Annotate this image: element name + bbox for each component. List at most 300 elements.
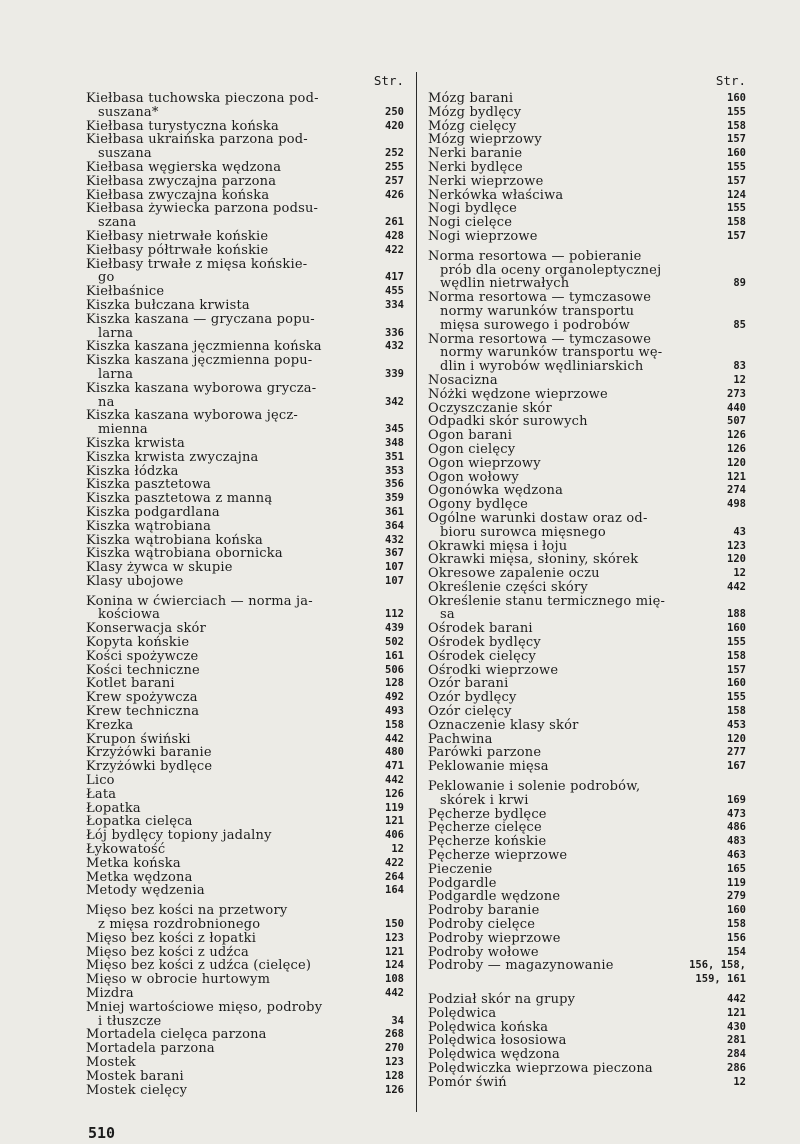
entry-term-line: normy warunków transportu bbox=[440, 303, 635, 319]
entry-term bbox=[86, 595, 352, 623]
entry-page-ref: 361 bbox=[385, 505, 404, 518]
entry-term-line: Konserwacja skór bbox=[86, 621, 207, 637]
index-column-right bbox=[428, 74, 746, 1090]
index-entry bbox=[428, 291, 746, 332]
entry-term-line: prób dla oceny organoleptycznej bbox=[440, 262, 662, 278]
entry-term-line: Kiełbasa ukraińska parzona pod- bbox=[86, 132, 308, 148]
index-entry bbox=[428, 1007, 746, 1021]
index-entry bbox=[86, 451, 404, 465]
entry-term bbox=[428, 835, 694, 849]
entry-term-line: Krupon świński bbox=[86, 731, 191, 747]
index-entry bbox=[86, 857, 404, 871]
entry-term bbox=[86, 437, 352, 451]
entry-term-line: kościowa bbox=[98, 607, 161, 623]
entry-page-ref: 119 bbox=[727, 876, 746, 889]
entry-term bbox=[428, 388, 694, 402]
entry-page-ref: 121 bbox=[727, 1006, 746, 1019]
entry-term-line: Kości techniczne bbox=[86, 662, 200, 678]
entry-term-line: Ozór bydlęcy bbox=[428, 690, 517, 706]
entry-term bbox=[428, 175, 694, 189]
entry-term-line: Krew spożywcza bbox=[86, 690, 198, 706]
entry-term-line: Pęcherze wieprzowe bbox=[428, 848, 568, 864]
entry-page-ref: 502 bbox=[385, 636, 404, 649]
index-entry bbox=[428, 216, 746, 230]
entry-page-ref: 336 bbox=[385, 326, 404, 339]
entry-term-line: Krezka bbox=[86, 717, 134, 733]
entry-term-line: Pęcherze bydlęce bbox=[428, 806, 547, 822]
entry-page-ref: 160 bbox=[727, 677, 746, 690]
entry-page-ref: 480 bbox=[385, 746, 404, 759]
entry-term-line: larna bbox=[98, 325, 134, 341]
entry-term-line: Nerki baranie bbox=[428, 146, 523, 162]
entry-term-line: Norma resortowa — tymczasowe bbox=[428, 331, 652, 347]
entry-page-ref: 339 bbox=[385, 367, 404, 380]
entry-term-line: Ozór cielęcy bbox=[428, 704, 512, 720]
entry-term bbox=[86, 719, 352, 733]
index-entry bbox=[428, 133, 746, 147]
entry-page-ref: 356 bbox=[385, 478, 404, 491]
index-entry bbox=[86, 465, 404, 479]
index-entry bbox=[86, 133, 404, 161]
entry-page-ref: 277 bbox=[727, 746, 746, 759]
entry-term-line: Parówki parzone bbox=[428, 745, 542, 761]
entry-page-ref: 126 bbox=[385, 1083, 404, 1096]
entry-term-line: larna bbox=[98, 366, 134, 382]
entry-page-ref: 123 bbox=[727, 539, 746, 552]
entry-term-line: Ośrodek cielęcy bbox=[428, 648, 537, 664]
entry-term-line: Klasy żywca w skupie bbox=[86, 560, 233, 576]
entry-term bbox=[86, 547, 352, 561]
entry-term bbox=[428, 691, 694, 705]
index-entry bbox=[86, 1001, 404, 1029]
entry-term-line: Mięso bez kości z łopatki bbox=[86, 930, 257, 946]
entry-page-ref: 156, 158, bbox=[689, 959, 746, 972]
entry-term-line: Nogi bydlęce bbox=[428, 201, 518, 217]
entry-page-ref: 279 bbox=[727, 890, 746, 903]
index-entry bbox=[86, 189, 404, 203]
entry-page-ref: 359 bbox=[385, 492, 404, 505]
entry-page-ref: 432 bbox=[385, 340, 404, 353]
entry-page-ref: 164 bbox=[385, 884, 404, 897]
index-entry bbox=[86, 340, 404, 354]
entry-term bbox=[86, 492, 352, 506]
entry-term-line: dlin i wyrobów wędliniarskich bbox=[440, 359, 644, 375]
index-entry bbox=[86, 409, 404, 437]
entry-page-ref: 12 bbox=[733, 373, 746, 386]
entry-term-line: Pomór świń bbox=[428, 1074, 507, 1090]
index-entry bbox=[428, 1062, 746, 1076]
index-entry bbox=[428, 780, 746, 808]
entry-term-line: Ogon wołowy bbox=[428, 469, 519, 485]
entry-term bbox=[86, 987, 352, 1001]
entry-term-line: Łopatka bbox=[86, 800, 141, 816]
entry-term-line: Konina w ćwierciach — norma ja- bbox=[86, 593, 313, 609]
entry-term-line: Kiełbaśnice bbox=[86, 284, 165, 300]
entry-term-line: Kiszka kaszana wyborowa jęcz- bbox=[86, 408, 299, 424]
index-entry bbox=[428, 595, 746, 623]
entry-page-ref: 270 bbox=[385, 1042, 404, 1055]
entry-page-ref: 83 bbox=[733, 360, 746, 373]
entry-term-line: Nerki bydlęce bbox=[428, 159, 523, 175]
entry-term bbox=[86, 1042, 352, 1056]
index-entry bbox=[86, 230, 404, 244]
entry-term-line: Odpadki skór surowych bbox=[428, 414, 588, 430]
entry-page-ref: 250 bbox=[385, 105, 404, 118]
entry-page-ref: 506 bbox=[385, 663, 404, 676]
entry-term bbox=[428, 443, 694, 457]
entry-page-ref: 284 bbox=[727, 1048, 746, 1061]
index-entry bbox=[86, 506, 404, 520]
entry-page-ref: 351 bbox=[385, 450, 404, 463]
entry-term-line: Ośrodek barani bbox=[428, 621, 533, 637]
entry-term bbox=[428, 677, 694, 691]
entry-term bbox=[86, 829, 352, 843]
entry-term-line: Kiełbasy trwałe z mięsa końskie- bbox=[86, 256, 308, 272]
entry-term bbox=[428, 402, 694, 416]
entry-page-ref: 124 bbox=[727, 188, 746, 201]
index-entry bbox=[428, 622, 746, 636]
index-entry bbox=[86, 973, 404, 987]
entry-term bbox=[86, 746, 352, 760]
entry-term-line: Krzyżówki baranie bbox=[86, 745, 212, 761]
index-entry bbox=[428, 175, 746, 189]
entry-page-ref: 157 bbox=[727, 663, 746, 676]
entry-term-line: Pęcherze końskie bbox=[428, 834, 547, 850]
index-entry bbox=[428, 202, 746, 216]
index-entry bbox=[428, 581, 746, 595]
entry-term-line: Mizdra bbox=[86, 986, 134, 1001]
entry-term bbox=[428, 1034, 694, 1048]
entry-page-ref: 157 bbox=[727, 133, 746, 146]
entry-term bbox=[86, 534, 352, 548]
entry-page-ref: 353 bbox=[385, 464, 404, 477]
entry-page-ref: 120 bbox=[727, 732, 746, 745]
index-entry bbox=[86, 244, 404, 258]
entry-page-ref: 156 bbox=[727, 931, 746, 944]
entry-page-ref: 422 bbox=[385, 856, 404, 869]
entry-term-line: Kiszka wątrobiana końska bbox=[86, 532, 263, 548]
index-entry bbox=[428, 877, 746, 891]
entry-term-line: Krew techniczna bbox=[86, 704, 200, 720]
entry-page-ref: 121 bbox=[727, 470, 746, 483]
index-entry bbox=[428, 849, 746, 863]
index-entry bbox=[86, 547, 404, 561]
entry-term-line: i tłuszcze bbox=[98, 1013, 162, 1029]
entry-term-line: Kiełbasy nietrwałe końskie bbox=[86, 228, 269, 244]
entry-term bbox=[428, 512, 694, 540]
entry-page-ref: 507 bbox=[727, 415, 746, 428]
entry-term bbox=[86, 636, 352, 650]
index-entry bbox=[428, 863, 746, 877]
entry-page-ref: 108 bbox=[385, 973, 404, 986]
index-entry bbox=[428, 457, 746, 471]
entry-page-ref: 486 bbox=[727, 821, 746, 834]
column-divider bbox=[416, 72, 417, 1112]
index-entry bbox=[86, 691, 404, 705]
index-entry bbox=[428, 1076, 746, 1090]
entry-page-ref: 126 bbox=[727, 442, 746, 455]
entry-term-line: sa bbox=[440, 607, 455, 623]
entry-term-line: Ogon barani bbox=[428, 428, 513, 444]
index-entry bbox=[86, 1028, 404, 1042]
index-entry bbox=[428, 636, 746, 650]
entry-term bbox=[428, 636, 694, 650]
index-entry bbox=[428, 230, 746, 244]
entry-term bbox=[428, 250, 694, 291]
entry-term bbox=[86, 650, 352, 664]
entry-term bbox=[428, 904, 694, 918]
entry-term bbox=[428, 733, 694, 747]
index-entry bbox=[428, 1034, 746, 1048]
entry-term-line: Podroby wołowe bbox=[428, 944, 539, 960]
index-entry bbox=[86, 492, 404, 506]
entry-term-line: Kotlet barani bbox=[86, 676, 175, 692]
index-entry bbox=[428, 443, 746, 457]
entry-term bbox=[428, 1007, 694, 1021]
entry-page-ref: 169 bbox=[727, 793, 746, 806]
index-entry bbox=[86, 932, 404, 946]
index-entry bbox=[428, 540, 746, 554]
index-entry bbox=[86, 746, 404, 760]
entry-term-line: Pachwina bbox=[428, 731, 493, 747]
entry-page-ref: 112 bbox=[385, 608, 404, 621]
entry-term-line: Kiełbasa zwyczajna końska bbox=[86, 187, 270, 203]
entry-term bbox=[86, 175, 352, 189]
index-entry bbox=[428, 374, 746, 388]
entry-term-line: Metody wędzenia bbox=[86, 883, 205, 899]
entry-page-ref: 155 bbox=[727, 202, 746, 215]
entry-page-ref: 128 bbox=[385, 677, 404, 690]
index-entry bbox=[428, 677, 746, 691]
index-entry bbox=[428, 691, 746, 705]
entry-page-ref: 120 bbox=[727, 456, 746, 469]
entry-term-line: Mięso bez kości z udźca bbox=[86, 944, 249, 960]
index-entry bbox=[86, 120, 404, 134]
entry-page-ref: 281 bbox=[727, 1034, 746, 1047]
entry-term bbox=[86, 857, 352, 871]
entry-term-line: Krzyżówki bydlęce bbox=[86, 759, 213, 775]
entry-term-line: Kiszka kaszana wyborowa grycza- bbox=[86, 380, 317, 396]
index-entry bbox=[86, 382, 404, 410]
entry-term-line: Kiszka kaszana jęczmienna końska bbox=[86, 339, 322, 355]
entry-term bbox=[428, 471, 694, 485]
entry-term bbox=[428, 946, 694, 960]
entry-term bbox=[86, 622, 352, 636]
entry-term-line: Peklowanie i solenie podrobów, bbox=[428, 779, 641, 795]
entry-term-line: Ogon cielęcy bbox=[428, 441, 516, 457]
entry-page-ref: 160 bbox=[727, 904, 746, 917]
entry-term bbox=[428, 581, 694, 595]
entry-page-ref: 342 bbox=[385, 395, 404, 408]
entry-term-line: Mostek bbox=[86, 1054, 136, 1070]
index-entry bbox=[428, 189, 746, 203]
entry-page-ref: 348 bbox=[385, 436, 404, 449]
index-entry bbox=[428, 147, 746, 161]
entry-term-line: Kiełbasa węgierska wędzona bbox=[86, 159, 282, 175]
index-entry bbox=[428, 512, 746, 540]
index-entry bbox=[428, 429, 746, 443]
entry-page-ref: 273 bbox=[727, 387, 746, 400]
entry-page-ref: 150 bbox=[385, 918, 404, 931]
entry-page-ref: 463 bbox=[727, 849, 746, 862]
entry-page-ref: 453 bbox=[727, 718, 746, 731]
entry-term-line: Ogólne warunki dostaw oraz od- bbox=[428, 510, 648, 526]
entry-page-ref: 155 bbox=[727, 691, 746, 704]
entry-term bbox=[428, 918, 694, 932]
entry-page-ref: 420 bbox=[385, 119, 404, 132]
entry-page-ref: 442 bbox=[385, 732, 404, 745]
entry-term bbox=[428, 890, 694, 904]
entry-term-line: Kiszka pasztetowa bbox=[86, 477, 211, 493]
entry-term bbox=[86, 760, 352, 774]
entry-term bbox=[86, 92, 352, 120]
entry-page-ref: 120 bbox=[727, 553, 746, 566]
entry-page-ref: 123 bbox=[385, 931, 404, 944]
entry-term-line: Określenie stanu termicznego mię- bbox=[428, 593, 666, 609]
entry-term bbox=[428, 484, 694, 498]
entry-page-ref: 154 bbox=[727, 945, 746, 958]
entry-page-ref: 43 bbox=[733, 525, 746, 538]
entry-term-line: Oznaczenie klasy skór bbox=[428, 717, 579, 733]
entry-term-line: Mózg barani bbox=[428, 91, 514, 106]
index-entry bbox=[428, 904, 746, 918]
entry-page-ref: 123 bbox=[385, 1055, 404, 1068]
entry-term bbox=[428, 106, 694, 120]
entry-term bbox=[86, 774, 352, 788]
entry-page-ref: 158 bbox=[727, 216, 746, 229]
index-entry bbox=[428, 402, 746, 416]
entry-page-ref: 157 bbox=[727, 229, 746, 242]
index-entry bbox=[86, 622, 404, 636]
entry-term bbox=[428, 567, 694, 581]
entry-page-ref: 422 bbox=[385, 243, 404, 256]
entry-page-ref: 158 bbox=[727, 705, 746, 718]
entry-page-ref: 442 bbox=[385, 987, 404, 999]
entry-term bbox=[428, 719, 694, 733]
index-entry bbox=[428, 733, 746, 747]
entry-term bbox=[86, 382, 352, 410]
index-entry bbox=[86, 987, 404, 1001]
entry-page-ref: 334 bbox=[385, 298, 404, 311]
entry-term-line: go bbox=[98, 270, 115, 286]
entry-term-line: Okresowe zapalenie oczu bbox=[428, 566, 600, 582]
entry-page-ref: 286 bbox=[727, 1061, 746, 1074]
index-entry bbox=[428, 664, 746, 678]
entry-term-line: Polędwica bbox=[428, 1005, 497, 1021]
entry-term-line: Kiełbasa zwyczajna parzona bbox=[86, 173, 277, 189]
entry-term bbox=[428, 147, 694, 161]
entry-term bbox=[86, 1070, 352, 1084]
index-entry bbox=[428, 821, 746, 835]
entry-page-ref: 471 bbox=[385, 760, 404, 773]
entry-page-ref: 160 bbox=[727, 147, 746, 160]
entry-page-ref: 121 bbox=[385, 815, 404, 828]
entry-term-line: Podroby baranie bbox=[428, 903, 540, 919]
entry-page-ref: 160 bbox=[727, 92, 746, 104]
entry-term-line: Nogi cielęce bbox=[428, 215, 513, 231]
entry-term bbox=[428, 849, 694, 863]
entry-page-ref: 428 bbox=[385, 229, 404, 242]
entry-term bbox=[428, 746, 694, 760]
entry-term bbox=[428, 705, 694, 719]
entry-term bbox=[428, 92, 694, 106]
entry-term bbox=[86, 285, 352, 299]
page-column-header: Str. bbox=[373, 73, 404, 88]
entry-term bbox=[428, 760, 694, 774]
entry-term-line: bioru surowca mięsnego bbox=[440, 524, 606, 540]
entry-term bbox=[86, 664, 352, 678]
entry-page-ref: 432 bbox=[385, 533, 404, 546]
entry-term bbox=[86, 520, 352, 534]
entry-term bbox=[428, 595, 694, 623]
entry-term-line: Pęcherze cielęce bbox=[428, 820, 542, 836]
entry-term bbox=[86, 189, 352, 203]
entry-term bbox=[86, 677, 352, 691]
index-entry bbox=[86, 871, 404, 885]
entry-term-line: Mniej wartościowe mięso, podroby bbox=[86, 999, 323, 1015]
index-entry bbox=[86, 561, 404, 575]
entry-term bbox=[86, 230, 352, 244]
entry-term bbox=[428, 161, 694, 175]
index-entry bbox=[86, 1084, 404, 1098]
entry-page-ref: 157 bbox=[727, 174, 746, 187]
entry-term-line: Kiszka podgardlana bbox=[86, 504, 220, 520]
entry-page-ref: 161 bbox=[385, 649, 404, 662]
index-entry bbox=[86, 760, 404, 774]
entry-term bbox=[86, 904, 352, 932]
entry-term-line: Podział skór na grupy bbox=[428, 992, 576, 1007]
entry-term bbox=[86, 478, 352, 492]
index-entry bbox=[86, 354, 404, 382]
index-entry bbox=[86, 1042, 404, 1056]
entry-term bbox=[86, 788, 352, 802]
entry-term-line: Peklowanie mięsa bbox=[428, 759, 549, 775]
index-entry bbox=[86, 175, 404, 189]
entry-term-line: Polędwica wędzona bbox=[428, 1047, 561, 1063]
entry-page-ref: 158 bbox=[727, 119, 746, 132]
entry-term bbox=[86, 313, 352, 341]
entry-page-ref: 440 bbox=[727, 401, 746, 414]
entry-term bbox=[428, 230, 694, 244]
entry-term bbox=[86, 258, 352, 286]
entry-term bbox=[428, 553, 694, 567]
index-entry bbox=[428, 250, 746, 291]
entry-term-line: Kiszka łódzka bbox=[86, 463, 179, 479]
index-entry bbox=[428, 959, 746, 973]
entry-page-ref: 430 bbox=[727, 1020, 746, 1033]
entry-term-line: Mózg bydlęcy bbox=[428, 104, 522, 120]
entry-term bbox=[428, 120, 694, 134]
entry-term-line: Ogon wieprzowy bbox=[428, 455, 541, 471]
index-entry bbox=[428, 92, 746, 106]
entry-term-line: Podgardle bbox=[428, 875, 497, 891]
entry-term-line: Metka końska bbox=[86, 855, 181, 871]
entry-term bbox=[428, 1021, 694, 1035]
entry-page-ref: 498 bbox=[727, 498, 746, 511]
entry-term-line: Mózg wieprzowy bbox=[428, 132, 542, 148]
entry-page-ref: 364 bbox=[385, 519, 404, 532]
index-entry bbox=[86, 313, 404, 341]
index-entry bbox=[428, 918, 746, 932]
entry-term-line: Nogi wieprzowe bbox=[428, 228, 538, 244]
entry-term bbox=[86, 506, 352, 520]
entry-page-ref: 426 bbox=[385, 188, 404, 201]
index-entry bbox=[86, 202, 404, 230]
entry-term-line: Nerki wieprzowe bbox=[428, 173, 544, 189]
entry-page-ref: 417 bbox=[385, 271, 404, 284]
index-entry bbox=[86, 478, 404, 492]
entry-term bbox=[86, 1028, 352, 1042]
